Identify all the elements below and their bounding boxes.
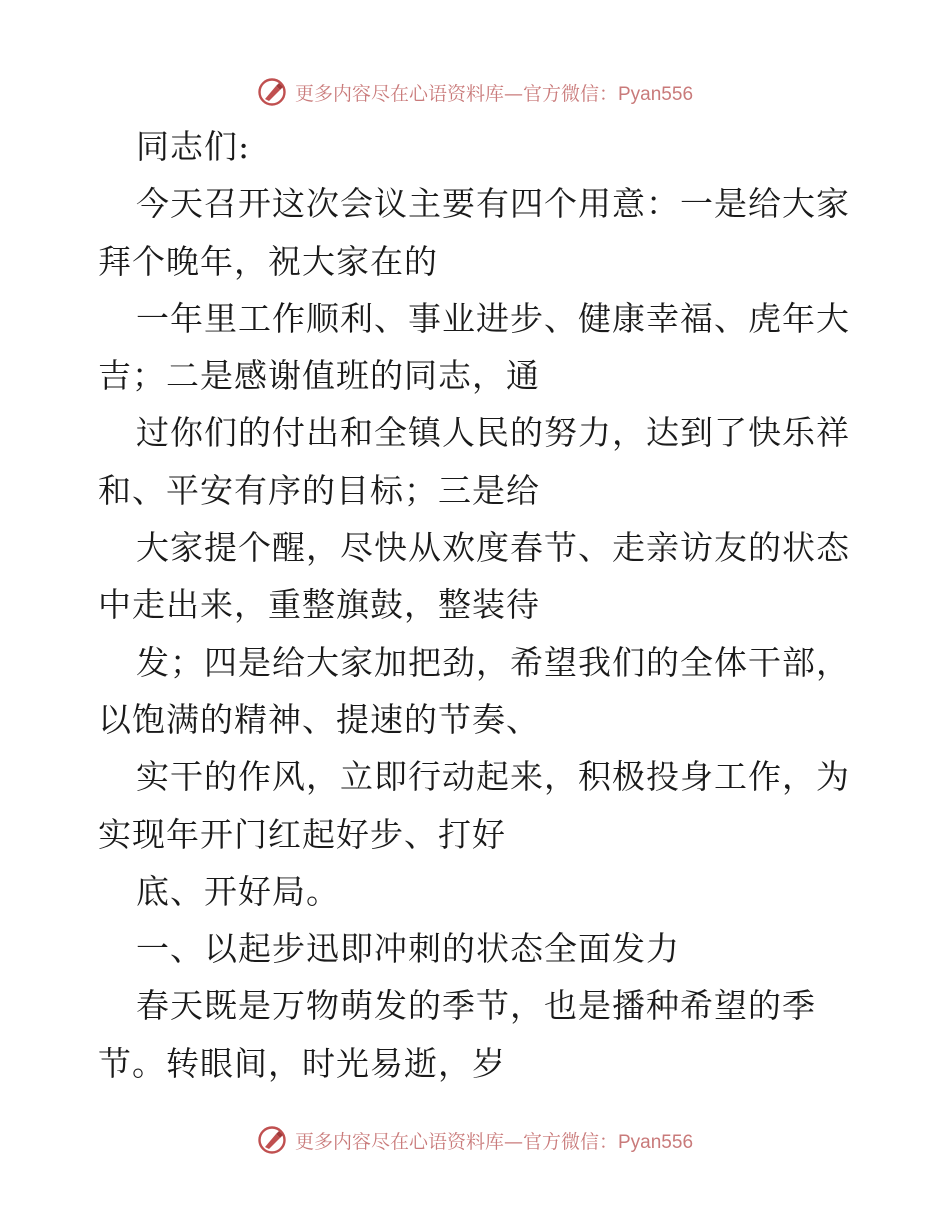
text-line: 实干的作风，立即行动起来，积极投身工作，为: [136, 757, 850, 797]
text-line: 今天召开这次会议主要有四个用意：一是给大家: [136, 184, 850, 224]
text-line: 拜个晚年，祝大家在的: [98, 241, 438, 281]
document-body: [98, 118, 858, 1092]
text-line: 春天既是万物萌发的季节，也是播种希望的季: [136, 986, 816, 1026]
pen-logo-icon: [257, 1125, 287, 1155]
text-line: 发；四是给大家加把劲，希望我们的全体干部，: [136, 642, 850, 682]
text-line: 同志们:: [136, 127, 251, 166]
text-line: 实现年开门红起好步、打好: [98, 814, 506, 854]
text-line: 一年里工作顺利、事业进步、健康幸福、虎年大: [136, 298, 850, 338]
text-line: 过你们的付出和全镇人民的努力，达到了快乐祥: [136, 413, 850, 453]
text-line: 吉；二是感谢值班的同志，通: [98, 356, 540, 396]
text-line: 以饱满的精神、提速的节奏、: [98, 699, 540, 739]
watermark-id: Pyan556: [618, 83, 694, 105]
text-line: 节。转眼间，时光易逝，岁: [98, 1043, 506, 1083]
watermark-id: Pyan556: [618, 1131, 694, 1153]
text-line: 和、平安有序的目标；三是给: [98, 470, 540, 510]
text-line: 底、开好局。: [136, 871, 340, 911]
text-line: 大家提个醒，尽快从欢度春节、走亲访友的状态: [136, 528, 850, 568]
text-line: 一、以起步迅即冲刺的状态全面发力: [136, 929, 680, 969]
pen-logo-icon: [257, 77, 287, 107]
text-line: 中走出来，重整旗鼓，整装待: [98, 585, 540, 625]
watermark-text: 更多内容尽在心语资料库—官方微信：: [294, 82, 618, 105]
header-watermark: [0, 72, 950, 112]
watermark-text: 更多内容尽在心语资料库—官方微信：: [294, 1130, 618, 1153]
footer-watermark: [0, 1120, 950, 1160]
